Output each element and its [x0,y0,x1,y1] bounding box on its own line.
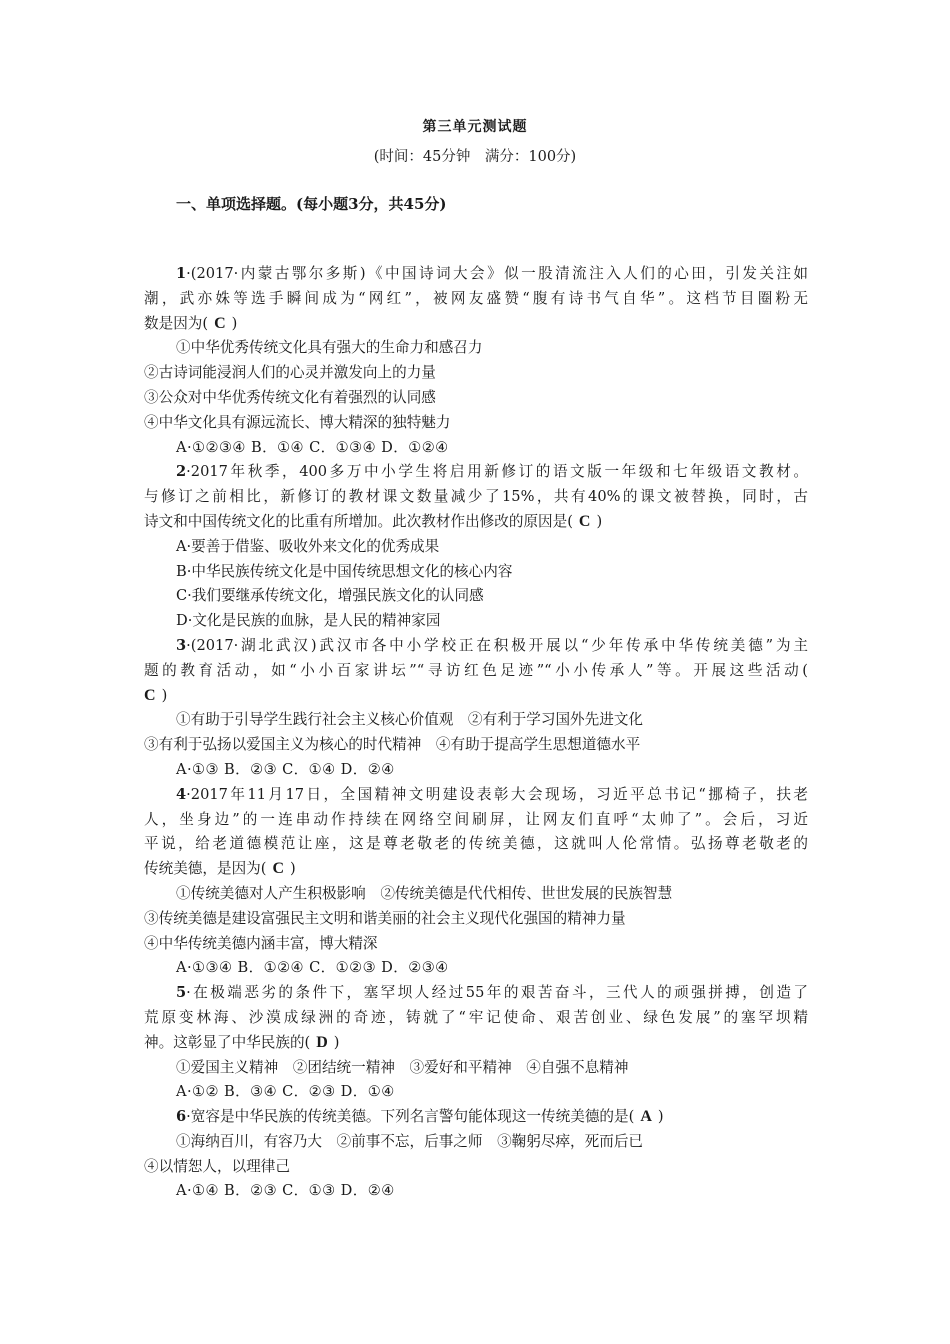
q5-number: 5 [176,984,187,1002]
q1-line-2: 潮，武亦姝等选手瞬间成为“网红”，被网友盛赞“腹有诗书气自华”。这档节目圈粉无 [144,289,808,307]
q6-statement-2: ④以情恕人，以理律己 [144,1157,290,1175]
q2-option-d: D·文化是民族的血脉，是人民的精神家园 [176,612,441,630]
q1-line-1: 1·(2017·内蒙古鄂尔多斯)《中国诗词大会》似一股清流注入人们的心田，引发关注如 [176,265,808,282]
q3-statement-2: ③有利于弘扬以爱国主义为核心的时代精神 ④有助于提高学生思想道德水平 [144,736,641,754]
q2-number: 2 [176,463,187,481]
q3-answer: C [144,686,156,704]
q1-statement-2: ②古诗词能浸润人们的心灵并激发向上的力量 [144,364,436,382]
q2-option-c: C·我们要继承传统文化，增强民族文化的认同感 [176,587,484,605]
q4-line-1: 4·2017年11月17日，全国精神文明建设表彰大会现场，习近平总书记“挪椅子，扶老 [176,785,808,803]
q1-line-3: 数是因为( C ) [144,314,238,332]
q4-answer: C [272,860,285,878]
page-title: 第三单元测试题 [422,119,528,135]
q5-answer: D [316,1033,328,1051]
q4-statement-3: ④中华传统美德内涵丰富，博大精深 [144,934,378,952]
q3-line-3: C ) [144,686,168,704]
q6-line-1: 6·宽容是中华民族的传统美德。下列名言警句能体现这一传统美德的是( A ) [176,1108,664,1126]
q2-option-b: B·中华民族传统文化是中国传统思想文化的核心内容 [176,562,513,580]
q4-options: A·①③④ B．①②④ C．①②③ D．②③④ [176,959,449,977]
q1-statement-4: ④中华文化具有源远流长、博大精深的独特魅力 [144,413,451,431]
q4-line-2: 人，坐身边”的一连串动作持续在网络空间刷屏，让网友们直呼“太帅了”。会后，习近 [144,810,808,828]
q4-statement-1: ①传统美德对人产生积极影响 ②传统美德是代代相传、世世发展的民族智慧 [176,884,673,902]
q5-options: A·①② B．③④ C．②③ D．①④ [176,1083,395,1101]
q5-line-2: 荒原变林海、沙漠成绿洲的奇迹，铸就了“牢记使命、艰苦创业、绿色发展”的塞罕坝精 [144,1008,808,1026]
q2-line-3: 诗文和中国传统文化的比重有所增加。此次教材作出修改的原因是( C ) [144,512,603,530]
q3-options: A·①③ B．②③ C．①④ D．②④ [176,760,395,778]
q1-options: A·①②③④ B．①④ C．①③④ D．①②④ [176,438,449,456]
q2-line-2: 与修订之前相比，新修订的教材课文数量减少了15%，共有40%的课文被替换，同时，古 [144,488,808,506]
q5-line-3: 神。这彰显了中华民族的( D ) [144,1033,340,1051]
q6-answer: A [640,1108,652,1126]
q6-number: 6 [176,1108,187,1126]
q2-line-1: 2·2017年秋季，400多万中小学生将启用新修订的语文版一年级和七年级语文教材。 [176,463,808,481]
q6-statement-1: ①海纳百川，有容乃大 ②前事不忘，后事之师 ③鞠躬尽瘁，死而后已 [176,1132,644,1150]
q3-line-2: 题的教育活动，如“小小百家讲坛”“寻访红色足迹”“小小传承人”等。开展这些活动( [144,661,808,679]
q3-line-1: 3·(2017·湖北武汉)武汉市各中小学校正在积极开展以“少年传承中华传统美德”为主 [176,636,808,654]
q1-statement-1: ①中华优秀传统文化具有强大的生命力和感召力 [176,339,483,357]
q4-line-4: 传统美德，是因为( C ) [144,860,296,878]
q5-line-1: 5·在极端恶劣的条件下，塞罕坝人经过55年的艰苦奋斗，三代人的顽强拼搏，创造了 [176,984,808,1002]
q4-statement-2: ③传统美德是建设富强民主文明和谐美丽的社会主义现代化强国的精神力量 [144,909,626,927]
page-subtitle: (时间：45分钟 满分：100分) [373,149,577,165]
q1-statement-3: ③公众对中华优秀传统文化有着强烈的认同感 [144,388,436,406]
q2-answer: C [578,512,591,530]
q6-options: A·①④ B．②③ C．①③ D．②④ [176,1182,395,1200]
section-heading: 一、单项选择题。(每小题3分，共45分) [176,195,447,213]
questions [144,262,808,1204]
q3-number: 3 [176,636,187,654]
q1-answer: C [214,314,226,332]
q4-line-3: 平说，给老道德模范让座，这是尊老敬老的传统美德，这就叫人伦常情。弘扬尊老敬老的 [144,835,808,853]
q5-statement-1: ①爱国主义精神 ②团结统一精神 ③爱好和平精神 ④自强不息精神 [176,1058,629,1076]
q3-statement-1: ①有助于引导学生践行社会主义核心价值观 ②有利于学习国外先进文化 [176,711,644,729]
q1-number: 1 [176,265,187,282]
q2-option-a: A·要善于借鉴、吸收外来文化的优秀成果 [176,537,440,555]
q4-number: 4 [176,785,187,803]
